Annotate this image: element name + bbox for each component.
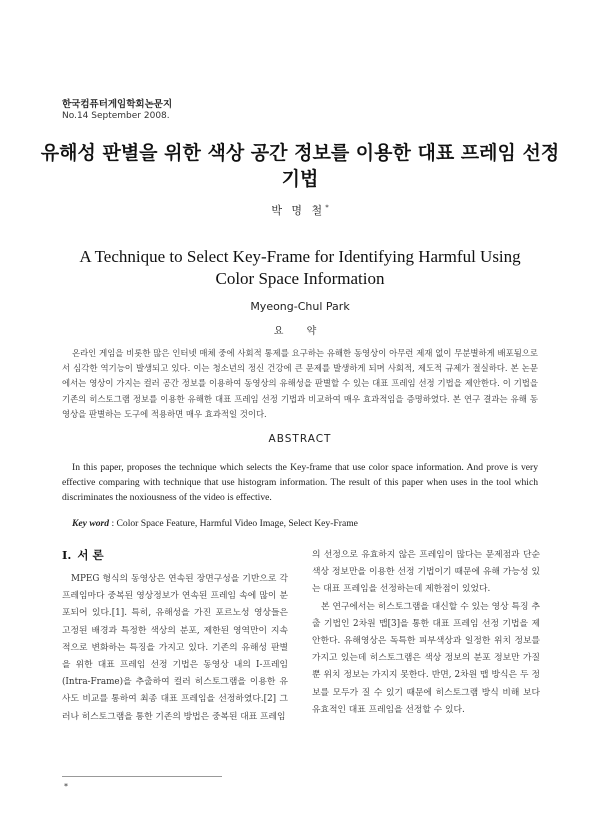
body-paragraph-1: MPEG 형식의 동영상은 연속된 장면구성을 기반으로 각 프레임마다 중복된 영상정보가 연속된 프레임 속에 많이 분포되어 있다.[1]. 특히, 유해성을 가진 포르노성 영상들은 고정된 배경과 특정한 색상의 분포, 제한된 영역만이 지속적으로 변화하는 특징을 가지고 있다. 기존의 유해성 판별을 위한 대표 프레임 선정 기법은 동영상 내의 I-프레임 (Intra-Frame)을 추출하여 컬러 히스토그램을 이용한 유사도 비교를 통하여 최종 대표 프레임을 선정하였다.[2] 그러나 히스토그램을 통한 기존의 방법은 중복된 대표 프레임 [62,574,288,722]
journal-name: 한국컴퓨터게임학회논문지 [62,99,173,110]
keywords-label: Key word [72,518,110,529]
abstract-korean-heading: 요 약 [273,326,327,337]
body-column-left [62,547,288,726]
body-paragraph-2: 의 선정으로 유효하지 않은 프레임이 많다는 문제점과 단순 색상 정보만을 이용한 선정 기법이기 때문에 유해 가능성 있는 대표 프레임을 선정하는데 제한점이 있었다. [312,550,540,595]
section-heading-introduction [62,547,288,563]
journal-header [62,96,172,121]
author-english: Myeong-Chul Park [250,300,350,313]
paper-title-english: A Technique to Select Key-Frame for Identifying Harmful Using Color Space Information [79,247,521,288]
author-affiliation-mark: * [325,203,329,212]
abstract-korean: 온라인 게임을 비롯한 많은 인터넷 매체 중에 사회적 통제를 요구하는 유해한 동영상이 아무런 제재 없이 무분별하게 배포됨으로서 심각한 역기능이 발생되고 있다. 이는 청소년의 정신 건강에 큰 문제를 발생하게 되며 사회적, 제도적 규제가 절실하다. 본 논문에서는 영상이 가지는 컬러 공간 정보를 이용하여 동영상의 유해성을 판별할 수 있는 대표 프레임 선정 기법을 제안한다. 이 기법을 기존의 히스토그램 정보를 이용한 유해한 대표 프레임 선정 기법과 비교하여 매우 효과적임을 증명하였다. 본 연구 결과는 유해 동영상을 판별하는 도구에 적용하면 매우 효과적일 것이다. [62,348,538,419]
keywords-text: : Color Space Feature, Harmful Video Image, Select Key-Frame [109,518,358,529]
abstract-english-heading: ABSTRACT [268,433,332,445]
author-korean-name: 박 명 철 [271,204,326,217]
body-paragraph-3: 본 연구에서는 히스토그램을 대신할 수 있는 영상 특징 추출 기법인 2차원 맵[3]을 통한 대표 프레임 선정 기법을 제안한다. 유해영상은 독특한 피부색상과 일정한 위치 정보를 가지고 있는데 히스토그램은 색상 정보의 분포 정보만 가질 뿐 위치 정보는 가지지 못한다. 반면, 2차원 맵 방식은 두 정보를 모두가 질 수 있기 때문에 히스토그램 방식 비해 보다 유효적인 대표 프레임을 선정할 수 있다. [312,601,540,715]
paper-title-korean: 유해성 판별을 위한 색상 공간 정보를 이용한 대표 프레임 선정 기법 [40,142,560,190]
journal-issue: No.14 September 2008. [62,111,170,121]
keywords [72,518,358,529]
footnote-mark: * [64,782,68,791]
footnote-divider [62,776,222,777]
abstract-english: In this paper, proposes the technique which selects the Key-frame that use color space information. And prove is very effective comparing with technique that use histogram information. The result of this paper when uses in the tool which discriminates the noxiousness of the video is effective. [62,462,538,503]
author-korean [0,202,600,218]
section-number: Ⅰ. [62,548,72,562]
section-title: 서 론 [77,548,104,562]
body-column-right [312,547,540,719]
